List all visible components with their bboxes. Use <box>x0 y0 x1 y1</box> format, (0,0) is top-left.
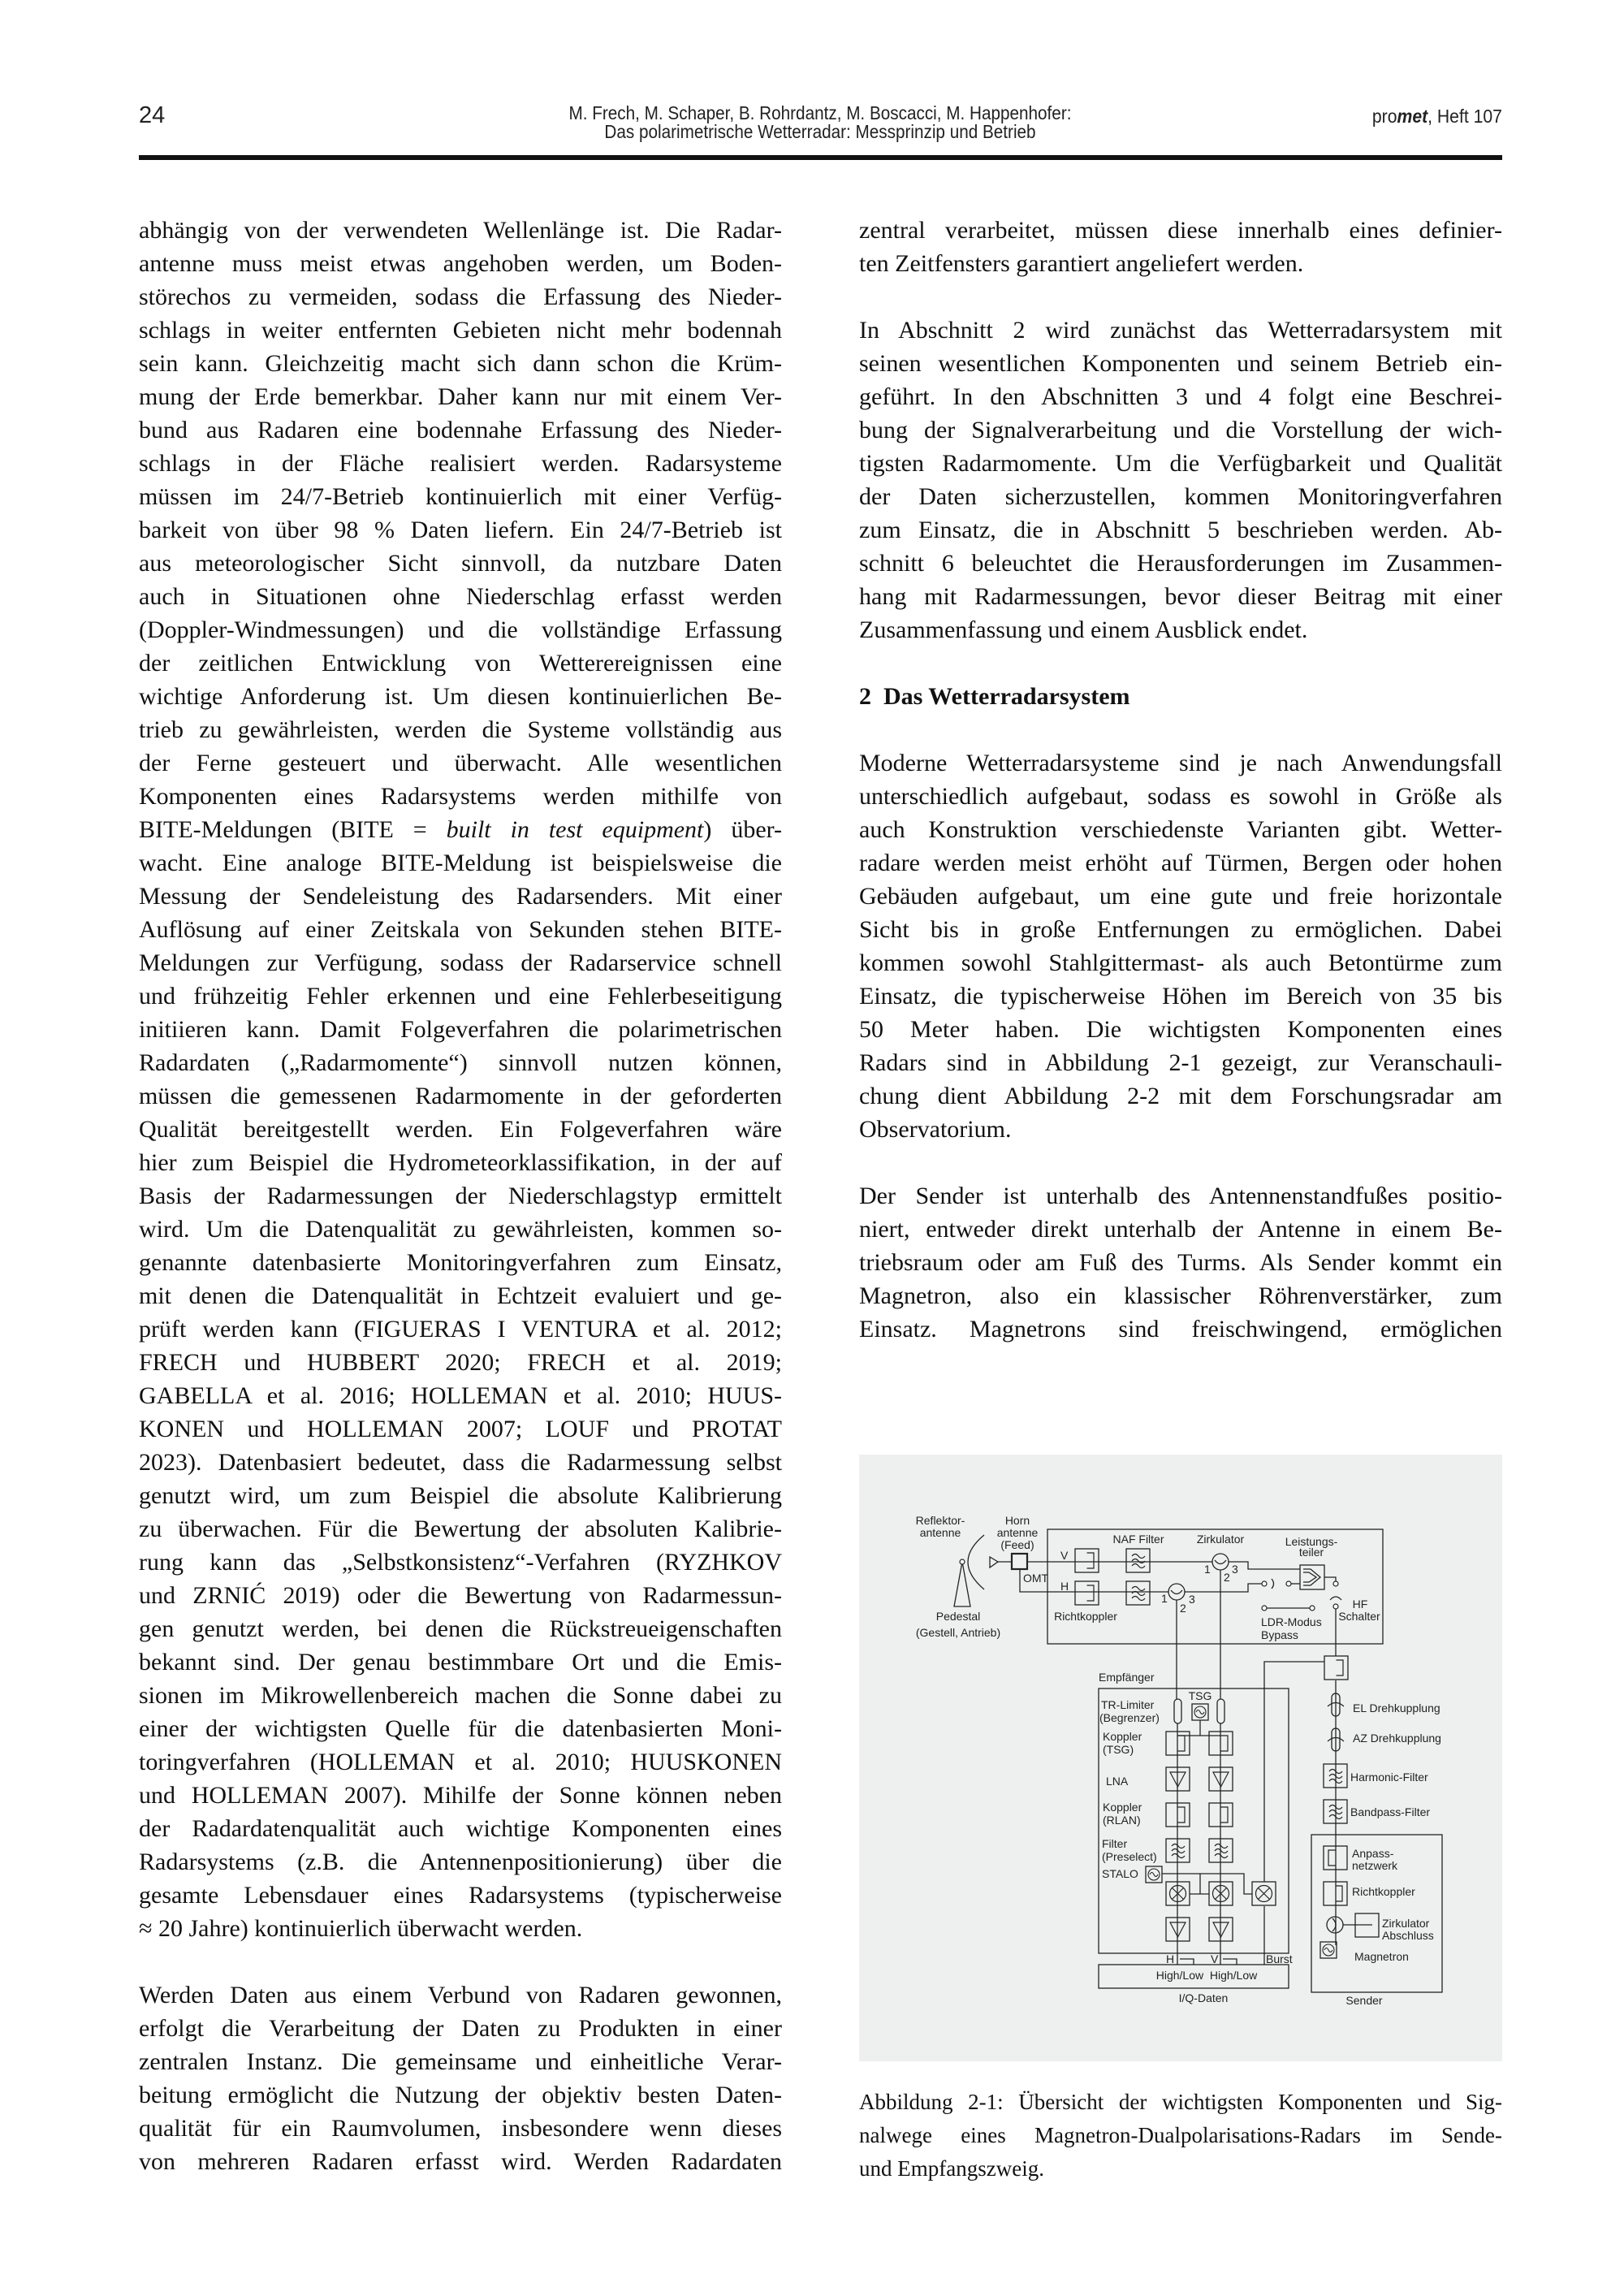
text-line: niert, entweder direkt unterhalb der Antenne in einem Be- <box>859 1216 1502 1243</box>
text-line: Radarsystems (z.B. die Antennenpositionierung) über die <box>139 1848 782 1875</box>
section-title: Das Wetterradarsystem <box>883 683 1130 710</box>
text-line: einer der wichtigsten Quelle für die datenbasierten Moni- <box>139 1715 782 1742</box>
text-line: seinen wesentlichen Komponenten und seinem Betrieb ein- <box>859 350 1502 377</box>
text-line: Einsatz. Magnetrons sind freischwingend, ermöglichen <box>859 1316 1502 1343</box>
text-line: genannte datenbasierte Monitoringverfahren zum Einsatz, <box>139 1249 782 1276</box>
port-label: 3 <box>1189 1593 1195 1606</box>
label: (TSG) <box>1103 1743 1134 1756</box>
label: LNA <box>1106 1775 1129 1788</box>
text-line: GABELLA et al. 2016; HOLLEMAN et al. 2010; HUUS- <box>139 1382 782 1409</box>
text-line: Zusammenfassung und einem Ausblick endet. <box>859 616 1308 643</box>
text-line: radare werden meist erhöht auf Türmen, Bergen oder hohen <box>859 850 1502 876</box>
label: Bypass <box>1261 1628 1298 1641</box>
text-line: müssen im 24/7-Betrieb kontinuierlich mit einer Verfüg- <box>139 483 782 510</box>
text-line: 2023). Datenbasiert bedeutet, dass die Radarmessung selbst <box>139 1449 782 1476</box>
text-line: schlags in weiter entfernten Gebieten nicht mehr bodennah <box>139 317 782 344</box>
text-line: der Daten sicherzustellen, kommen Monitoringverfahren <box>859 483 1502 510</box>
label: EL Drehkupplung <box>1353 1701 1440 1714</box>
running-authors: M. Frech, M. Schaper, B. Rohrdantz, M. Boscacci, M. Happenhofer: <box>568 102 1072 123</box>
text-line: bekannt sind. Der genau bestimmbare Ort und die Emis- <box>139 1649 782 1676</box>
text-line: antenne muss meist etwas angehoben werden, um Boden- <box>139 250 782 277</box>
text-line: hier zum Beispiel die Hydrometeorklassifikation, in der auf <box>139 1149 782 1176</box>
label: OMT <box>1023 1572 1049 1585</box>
label: V <box>1060 1549 1069 1562</box>
paragraph <box>859 1179 1502 1346</box>
directional-coupler-h <box>1075 1581 1099 1605</box>
label: Richtkoppler <box>1054 1610 1117 1623</box>
text-line: Messung der Sendeleistung des Radarsenders. Mit einer <box>139 883 782 910</box>
label: Magnetron <box>1354 1950 1409 1963</box>
text-line: gen genutzt werden, bei denen die Rückstreueigenschaften <box>139 1615 782 1642</box>
text-line: initiieren kann. Damit Folgeverfahren die polarimetrischen <box>139 1016 782 1043</box>
diagram-labels <box>916 1514 1441 2007</box>
text-line: rung kann das „Selbstkonsistenz“-Verfahren (RYZHKOV <box>139 1549 782 1576</box>
label: Anpass- <box>1352 1847 1394 1860</box>
label: STALO <box>1102 1867 1138 1880</box>
port-label: 2 <box>1180 1602 1186 1615</box>
text-line: Magnetron, also ein klassischer Röhrenverstärker, zum <box>859 1282 1502 1309</box>
figure-caption <box>859 2086 1502 2186</box>
text-line: Der Sender ist unterhalb des Antennenstandfußes positio- <box>859 1183 1502 1209</box>
text-line: nalwege eines Magnetron-Dualpolarisations-Radars im Sende- <box>859 2123 1502 2147</box>
text-line: geführt. In den Abschnitten 3 und 4 folgt eine Beschrei- <box>859 383 1502 410</box>
text-line: schnitt 6 beleuchtet die Herausforderungen im Zusammen- <box>859 550 1502 577</box>
text-line: auch Konstruktion verschiedenste Varianten gibt. Wetter- <box>859 816 1502 843</box>
section-number: 2 <box>859 683 871 710</box>
text-line: störechos zu vermeiden, sodass die Erfassung des Nieder- <box>139 283 782 310</box>
port-label: 2 <box>1224 1571 1230 1584</box>
text-line: auch in Situationen ohne Niederschlag erfasst werden <box>139 583 782 610</box>
text-segment: BITE-Meldungen (BITE = <box>139 816 447 843</box>
italic-term: built in test equipment <box>446 816 704 843</box>
text-line: Auflösung auf einer Zeitskala von Sekunden stehen BITE- <box>139 916 782 943</box>
left-column <box>139 214 782 2178</box>
port-label: 3 <box>1232 1563 1238 1576</box>
text-line: zu überwachen. Für die Bewertung der absoluten Kalibrie- <box>139 1516 782 1542</box>
paragraph-gap <box>139 1945 782 1978</box>
label: Pedestal <box>935 1610 981 1623</box>
circulator-h <box>1168 1584 1185 1600</box>
magnetron-icon <box>1320 1942 1337 1958</box>
label: teiler <box>1298 1546 1324 1559</box>
text-line: Qualität bereitgestellt werden. Ein Folgeverfahren wäre <box>139 1116 782 1143</box>
text-line: mit denen die Datenqualität in Echtzeit evaluiert und ge- <box>139 1282 782 1309</box>
label: Reflektor- <box>915 1514 965 1527</box>
directional-coupler-v <box>1075 1549 1099 1572</box>
running-article-title: Das polarimetrische Wetterradar: Messprinzip und Betrieb <box>604 121 1036 142</box>
text-line: 50 Meter haben. Die wichtigsten Komponenten eines <box>859 1016 1502 1043</box>
paragraph-gap <box>859 713 1502 746</box>
text-line: chung dient Abbildung 2-2 mit dem Forschungsradar am <box>859 1083 1502 1109</box>
label: NAF Filter <box>1112 1533 1164 1546</box>
paragraph-gap <box>859 646 1502 680</box>
text-line: Radars sind in Abbildung 2-1 gezeigt, zur Veranschauli- <box>859 1049 1502 1076</box>
text-line: erfolgt die Verarbeitung der Daten zu Produkten in einer <box>139 2015 782 2042</box>
running-title <box>491 104 1149 141</box>
label: Koppler <box>1103 1730 1142 1743</box>
section-heading <box>859 680 1502 713</box>
text-line: beitung ermöglicht die Nutzung der objektiv besten Daten- <box>139 2082 782 2108</box>
text-line: zentral verarbeitet, müssen diese innerhalb eines definier- <box>859 217 1502 244</box>
text-line: wacht. Eine analoge BITE-Meldung ist beispielsweise die <box>139 850 782 876</box>
label: (Feed) <box>1000 1538 1034 1551</box>
label: Bandpass-Filter <box>1350 1805 1431 1818</box>
label: Koppler <box>1103 1801 1142 1814</box>
label: (RLAN) <box>1103 1814 1141 1827</box>
label: H <box>1060 1580 1069 1593</box>
text-line: schlags in der Fläche realisiert werden. Radarsysteme <box>139 450 782 477</box>
tsg-oscillator-icon <box>1192 1704 1208 1720</box>
mixer-h <box>1166 1882 1190 1905</box>
figure-2-1 <box>859 1455 1502 2061</box>
signal-lines <box>954 1529 1442 1992</box>
paragraph <box>859 746 1502 1146</box>
text-line: sionen im Mikrowellenbereich machen die Sonne dabei zu <box>139 1682 782 1709</box>
label: Sender <box>1345 1994 1383 2007</box>
text-line: hang mit Radarmessungen, bevor dieser Beitrag mit einer <box>859 583 1502 610</box>
header-rule <box>139 155 1502 160</box>
right-column <box>859 214 1502 1346</box>
text-line: FRECH und HUBBERT 2020; FRECH et al. 2019; <box>139 1349 782 1376</box>
label: (Begrenzer) <box>1099 1711 1160 1724</box>
port-circles <box>960 1559 1338 1611</box>
text-line <box>139 813 782 846</box>
text-line: Gebäuden aufgebaut, um eine gute und freie horizontale <box>859 883 1502 910</box>
text-line: genutzt wird, um zum Beispiel die absolute Kalibrierung <box>139 1482 782 1509</box>
text-line: müssen die gemessenen Radarmomente in der geforderten <box>139 1083 782 1109</box>
text-line: tigsten Radarmomente. Um die Verfügbarkeit und Qualität <box>859 450 1502 477</box>
paragraph-gap <box>859 280 1502 313</box>
label: Horn <box>1004 1514 1030 1527</box>
label: Zirkulator <box>1382 1917 1430 1930</box>
text-line: ten Zeitfensters garantiert angeliefert werden. <box>859 250 1304 277</box>
text-line: von mehreren Radaren erfasst wird. Werden Radardaten <box>139 2148 782 2175</box>
text-line: Komponenten eines Radarsystems werden mithilfe von <box>139 783 782 810</box>
text-line: abhängig von der verwendeten Wellenlänge ist. Die Radar- <box>139 217 782 244</box>
label: antenne <box>996 1526 1039 1539</box>
label: Harmonic-Filter <box>1350 1771 1428 1784</box>
journal-prefix: pro <box>1372 106 1397 127</box>
text-line: Werden Daten aus einem Verbund von Radaren gewonnen, <box>139 1982 782 2008</box>
text-line: kommen sowohl Stahlgittermast- als auch Betontürme zum <box>859 949 1502 976</box>
text-line: wird. Um die Datenqualität zu gewährleisten, kommen so- <box>139 1216 782 1243</box>
paragraph <box>139 1978 782 2178</box>
stalo-oscillator-icon <box>1146 1866 1162 1883</box>
text-line: Einsatz, die typischerweise Höhen im Bereich von 35 bis <box>859 983 1502 1010</box>
text-line: ≈ 20 Jahre) kontinuierlich überwacht werden. <box>139 1915 583 1942</box>
text-line: und ZRNIĆ 2019) oder die Bewertung von Radarmessun- <box>139 1582 782 1609</box>
text-line: sein kann. Gleichzeitig macht sich dann schon die Krüm- <box>139 350 782 377</box>
text-line: prüft werden kann (FIGUERAS I VENTURA et al. 2012; <box>139 1316 782 1343</box>
text-line: zum Einsatz, die in Abschnitt 5 beschrieben werden. Ab- <box>859 517 1502 543</box>
text-line: In Abschnitt 2 wird zunächst das Wetterradarsystem mit <box>859 317 1502 344</box>
text-line: Sicht bis in große Entfernungen zu ermöglichen. Dabei <box>859 916 1502 943</box>
journal-issue <box>1372 106 1502 128</box>
text-line: zentralen Instanz. Die gemeinsame und einheitliche Verar- <box>139 2048 782 2075</box>
text-line: bung der Signalverarbeitung und die Vorstellung der wich- <box>859 417 1502 443</box>
label: TR-Limiter <box>1101 1698 1155 1711</box>
label: Leistungs- <box>1285 1535 1338 1548</box>
paragraph <box>859 313 1502 646</box>
label: High/Low High/Low <box>1155 1969 1258 1982</box>
paragraph-gap <box>859 1146 1502 1179</box>
label: AZ Drehkupplung <box>1353 1732 1441 1745</box>
page-number: 24 <box>139 102 166 128</box>
text-line: und HOLLEMAN 2007). Mihilfe der Sonne können neben <box>139 1782 782 1809</box>
text-line: KONEN und HOLLEMAN 2007; LOUF und PROTAT <box>139 1416 782 1442</box>
label: LDR-Modus <box>1261 1615 1322 1628</box>
naf-filter-h <box>1126 1581 1150 1605</box>
label: Schalter <box>1338 1610 1380 1623</box>
label: TSG <box>1188 1689 1212 1702</box>
naf-filter-v <box>1126 1549 1150 1572</box>
text-line: toringverfahren (HOLLEMAN et al. 2010; HUUSKONEN <box>139 1749 782 1775</box>
label: Abschluss <box>1382 1929 1434 1942</box>
text-line: Meldungen zur Verfügung, sodass der Radarservice schnell <box>139 949 782 976</box>
text-line: wichtige Anforderung ist. Um diesen kontinuierlichen Be- <box>139 683 782 710</box>
label: V <box>1211 1952 1219 1965</box>
text-line: und Empfangszweig. <box>859 2156 1044 2181</box>
text-line: Basis der Radarmessungen der Niederschlagstyp ermittelt <box>139 1183 782 1209</box>
text-line: und frühzeitig Fehler erkennen und eine Fehlerbeseitigung <box>139 983 782 1010</box>
label: Empfänger <box>1099 1671 1155 1684</box>
port-label: 1 <box>1204 1563 1211 1576</box>
text-line: gesamte Lebensdauer eines Radarsystems (typischerweise <box>139 1882 782 1909</box>
label: Zirkulator <box>1196 1533 1245 1546</box>
journal-issue-number: , Heft 107 <box>1427 106 1502 127</box>
label: I/Q-Daten <box>1178 1991 1229 2004</box>
journal-brand: met <box>1397 106 1428 127</box>
text-segment: ) über- <box>703 816 783 843</box>
mixer-v <box>1209 1882 1233 1905</box>
text-line: Radardaten („Radarmomente“) sinnvoll nutzen können, <box>139 1049 782 1076</box>
label: netzwerk <box>1352 1859 1398 1872</box>
text-line: der Radardatenqualität auch wichtige Komponenten eines <box>139 1815 782 1842</box>
tx-coupler <box>1324 1656 1348 1680</box>
text-line: der zeitlichen Entwicklung von Wetterereignissen eine <box>139 650 782 677</box>
text-line: barkeit von über 98 % Daten liefern. Ein 24/7-Betrieb ist <box>139 517 782 543</box>
text-line: aus meteorologischer Sicht sinnvoll, da nutzbare Daten <box>139 550 782 577</box>
text-line: bund aus Radaren eine bodennahe Erfassung des Nieder- <box>139 417 782 443</box>
label: H <box>1166 1952 1175 1965</box>
text-line: unterschiedlich aufgebaut, sodass es sowohl in Größe als <box>859 783 1502 810</box>
text-line: Moderne Wetterradarsysteme sind je nach Anwendungsfall <box>859 750 1502 776</box>
label: HF <box>1352 1598 1368 1611</box>
paragraph <box>139 214 782 1945</box>
label: (Gestell, Antrieb) <box>915 1626 1001 1639</box>
text-line: Observatorium. <box>859 1116 1012 1143</box>
text-line: mung der Erde bemerkbar. Daher kann nur mit einem Ver- <box>139 383 782 410</box>
paragraph <box>859 214 1502 280</box>
text-line: der Ferne gesteuert und überwacht. Alle wesentlichen <box>139 750 782 776</box>
label: Filter <box>1102 1837 1128 1850</box>
text-line: trieb zu gewährleisten, werden die Systeme vollständig aus <box>139 716 782 743</box>
circulator-v <box>1212 1554 1229 1570</box>
label: (Preselect) <box>1102 1850 1157 1863</box>
label: Burst <box>1266 1952 1293 1965</box>
mixer-burst <box>1252 1882 1276 1905</box>
label: Richtkoppler <box>1352 1885 1415 1898</box>
label: antenne <box>919 1526 961 1539</box>
text-line: triebsraum oder am Fuß des Turms. Als Sender kommt ein <box>859 1249 1502 1276</box>
text-line: qualität für ein Raumvolumen, insbesondere wenn dieses <box>139 2115 782 2142</box>
radar-block-diagram <box>859 1455 1502 2061</box>
text-line: (Doppler-Windmessungen) und die vollständige Erfassung <box>139 616 782 643</box>
port-label: 1 <box>1161 1592 1168 1605</box>
text-line: Abbildung 2-1: Übersicht der wichtigsten Komponenten und Sig- <box>859 2090 1502 2114</box>
